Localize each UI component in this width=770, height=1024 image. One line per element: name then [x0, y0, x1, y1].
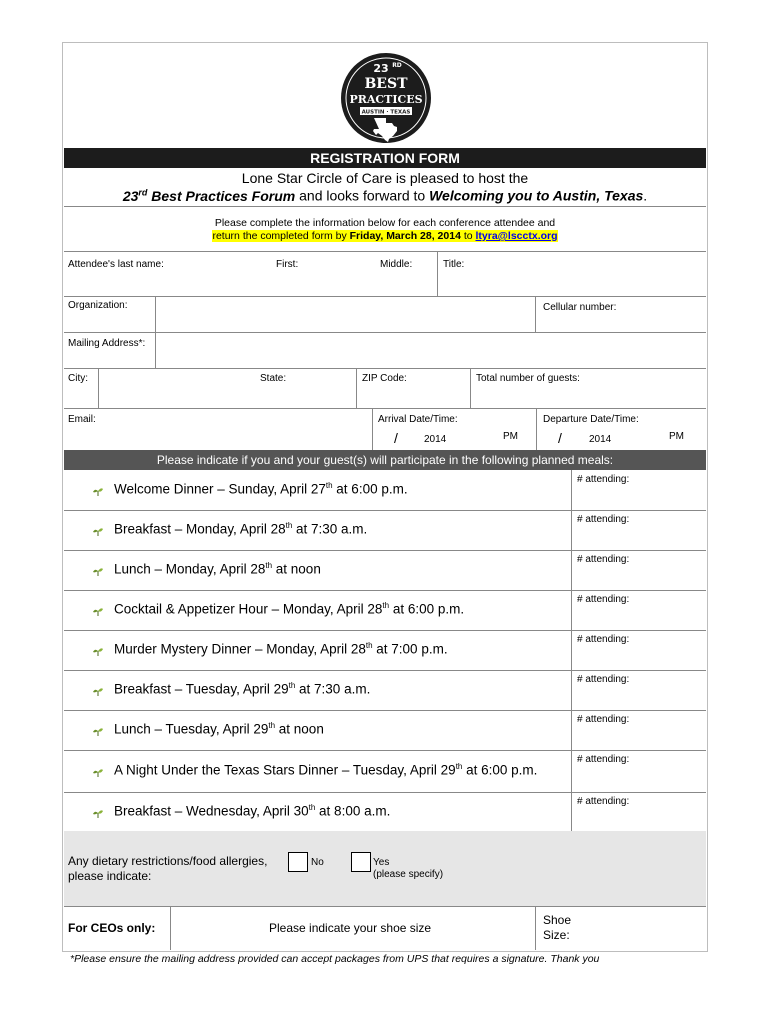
meal-item — [114, 481, 408, 497]
intro-line1: Lone Star Circle of Care is pleased to host the — [241, 170, 529, 186]
logo-line1-sup: RD — [392, 62, 402, 69]
intro-end: . — [643, 187, 648, 204]
organization-label: Organization: — [68, 300, 128, 311]
meal-text: A Night Under the Texas Stars Dinner – Tuesday, April 29 — [114, 762, 456, 778]
shoe-size-prompt: Please indicate your shoe size — [269, 921, 432, 935]
departure-slash: / — [558, 430, 562, 446]
meal-text: Lunch – Tuesday, April 29 — [114, 721, 269, 737]
forum-name: Best Practices Forum — [147, 187, 296, 204]
meal-text-sup: th — [265, 561, 273, 570]
dietary-line2: please indicate: — [68, 869, 152, 883]
meal-text: Lunch – Monday, April 28 — [114, 561, 266, 577]
dietary-no-label: No — [311, 857, 324, 868]
attending-label: # attending: — [577, 594, 630, 605]
instructions-line1: Please complete the information below for each conference attendee and — [214, 217, 556, 229]
meal-divider — [64, 710, 706, 711]
departure-pm: PM — [669, 431, 684, 442]
meal-divider — [64, 510, 706, 511]
attending-label: # attending: — [577, 796, 630, 807]
meal-text-end: at 8:00 a.m. — [315, 803, 391, 819]
dietary-yes-checkbox[interactable] — [351, 852, 371, 872]
form-title: REGISTRATION FORM — [310, 150, 460, 166]
meal-divider — [64, 750, 706, 751]
meal-text-sup: th — [308, 803, 316, 812]
due-date: Friday, March 28, 2014 — [349, 230, 461, 242]
meal-item — [114, 681, 370, 697]
ceo-label: For CEOs only: — [68, 921, 156, 935]
meal-text-sup: th — [288, 681, 296, 690]
departure-label: Departure Date/Time: — [543, 414, 639, 425]
meal-text-sup: th — [455, 762, 463, 771]
meal-text-sup: th — [382, 601, 390, 610]
forum-number: 23 — [122, 187, 139, 204]
logo-line4: AUSTIN · TEXAS — [361, 109, 411, 116]
forum-number-sup: rd — [138, 187, 148, 197]
attending-label: # attending: — [577, 634, 630, 645]
logo-line1: 23 — [373, 62, 389, 75]
meal-text: Cocktail & Appetizer Hour – Monday, April 28 — [114, 601, 383, 617]
leaf-bullet-icon — [92, 687, 104, 697]
instructions-line2 — [64, 230, 706, 242]
meal-text-sup: th — [325, 481, 333, 490]
arrival-pm: PM — [503, 431, 518, 442]
meal-text-end: at 7:00 p.m. — [372, 641, 448, 657]
shoe-label-line2: Size: — [543, 928, 570, 942]
meal-divider — [64, 792, 706, 793]
logo-line2: BEST — [364, 76, 408, 92]
meal-text-end: at 6:00 p.m. — [462, 762, 538, 778]
meal-divider — [64, 630, 706, 631]
dietary-line1: Any dietary restrictions/food allergies, — [68, 854, 268, 868]
leaf-bullet-icon — [92, 727, 104, 737]
intro-line2 — [64, 187, 706, 204]
cellular-label: Cellular number: — [543, 302, 617, 313]
city-label: City: — [68, 373, 88, 384]
arrival-slash: / — [394, 430, 398, 446]
zip-label: ZIP Code: — [362, 373, 407, 384]
title-label: Title: — [443, 259, 465, 270]
meal-text-sup: th — [268, 721, 276, 730]
meal-divider — [64, 670, 706, 671]
email-label: Email: — [68, 414, 96, 425]
arrival-label: Arrival Date/Time: — [378, 414, 458, 425]
middle-name-label: Middle: — [380, 259, 413, 270]
leaf-bullet-icon — [92, 487, 104, 497]
meal-text-sup: th — [365, 641, 373, 650]
attending-label: # attending: — [577, 674, 630, 685]
meal-text-sup: th — [285, 521, 293, 530]
attending-label: # attending: — [577, 754, 630, 765]
meal-item — [114, 641, 448, 657]
best-practices-logo — [340, 52, 432, 144]
logo-line3: PRACTICES — [349, 93, 423, 106]
meal-item — [114, 601, 464, 617]
meal-text: Breakfast – Tuesday, April 29 — [114, 681, 289, 697]
leaf-bullet-icon — [92, 527, 104, 537]
contact-email-link[interactable]: ltyra@lscctx.org — [475, 230, 558, 242]
arrival-year: 2014 — [424, 434, 447, 445]
meal-text: Breakfast – Monday, April 28 — [114, 521, 286, 537]
meal-text-end: at 7:30 a.m. — [295, 681, 371, 697]
dietary-no-checkbox[interactable] — [288, 852, 308, 872]
dietary-yes-note: (please specify) — [373, 869, 444, 880]
first-name-label: First: — [276, 259, 299, 270]
attending-label: # attending: — [577, 714, 630, 725]
state-label: State: — [260, 373, 287, 384]
meal-divider — [64, 550, 706, 551]
meals-header: Please indicate if you and your guest(s) will participate in the following planned meals: — [156, 453, 614, 467]
instructions-return: return the completed form by — [212, 230, 350, 242]
meal-item — [114, 803, 390, 819]
welcome-text: Welcoming you to Austin, Texas — [429, 187, 644, 204]
meal-text-end: at 7:30 a.m. — [292, 521, 368, 537]
leaf-bullet-icon — [92, 809, 104, 819]
attending-label: # attending: — [577, 474, 630, 485]
footer-note: *Please ensure the mailing address provided can accept packages from UPS that requires a signature. Thank you — [70, 953, 600, 965]
meal-text: Murder Mystery Dinner – Monday, April 28 — [114, 641, 366, 657]
mailing-address-label: Mailing Address*: — [68, 338, 146, 349]
meal-item — [114, 521, 367, 537]
meal-text-end: at 6:00 p.m. — [332, 481, 408, 497]
instructions-to: to — [460, 230, 476, 242]
attending-label: # attending: — [577, 554, 630, 565]
meal-item — [114, 762, 537, 778]
intro-mid: and looks forward to — [295, 187, 430, 204]
departure-year: 2014 — [589, 434, 612, 445]
meal-text: Breakfast – Wednesday, April 30 — [114, 803, 309, 819]
leaf-bullet-icon — [92, 567, 104, 577]
guests-label: Total number of guests: — [476, 373, 580, 384]
last-name-label: Attendee's last name: — [68, 259, 164, 270]
leaf-bullet-icon — [92, 647, 104, 657]
meal-text-end: at noon — [272, 561, 321, 577]
meal-text-end: at noon — [275, 721, 324, 737]
attending-label: # attending: — [577, 514, 630, 525]
meal-divider — [64, 590, 706, 591]
meal-item — [114, 721, 324, 737]
dietary-yes-label: Yes — [373, 857, 390, 868]
meal-text-end: at 6:00 p.m. — [389, 601, 465, 617]
leaf-bullet-icon — [92, 768, 104, 778]
meal-text: Welcome Dinner – Sunday, April 27 — [114, 481, 326, 497]
leaf-bullet-icon — [92, 607, 104, 617]
shoe-label-line1: Shoe — [543, 913, 572, 927]
meal-item — [114, 561, 321, 577]
